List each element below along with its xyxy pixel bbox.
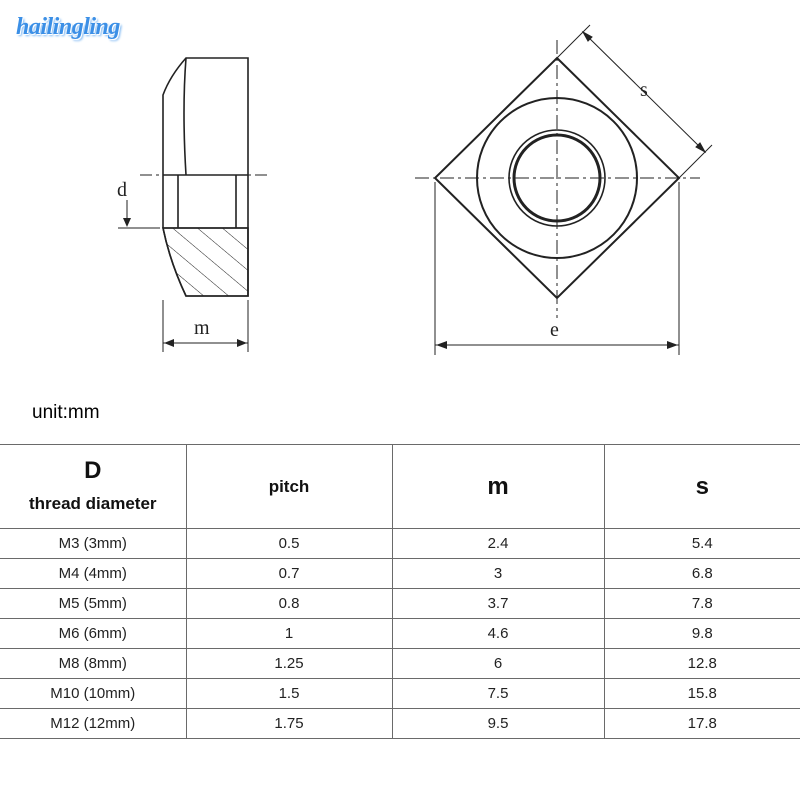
cell-s: 6.8 [604,559,800,589]
table-row [0,679,800,709]
cell-d: M8 (8mm) [0,649,186,679]
header-d-subtitle: thread diameter [28,493,157,513]
cell-pitch: 1.5 [186,679,392,709]
cell-pitch: 1.75 [186,709,392,739]
cell-m: 6 [392,649,604,679]
header-pitch: pitch [186,445,392,529]
cell-pitch: 1.25 [186,649,392,679]
cell-s: 17.8 [604,709,800,739]
unit-label: unit:mm [32,402,100,423]
cell-s: 5.4 [604,529,800,559]
label-e: e [550,319,559,341]
header-m: m [392,445,604,529]
cell-s: 7.8 [604,589,800,619]
hatched-section [163,228,248,296]
table-row [0,529,800,559]
table-row [0,709,800,739]
cell-m: 4.6 [392,619,604,649]
cell-d: M3 (3mm) [0,529,186,559]
cell-d: M5 (5mm) [0,589,186,619]
table-row [0,559,800,589]
cell-m: 3 [392,559,604,589]
cell-s: 15.8 [604,679,800,709]
cell-pitch: 0.7 [186,559,392,589]
table-row [0,619,800,649]
cell-d: M6 (6mm) [0,619,186,649]
side-view [118,58,268,352]
table-row [0,649,800,679]
table-header-row [0,445,800,529]
label-s: s [640,79,648,101]
cell-d: M10 (10mm) [0,679,186,709]
cell-m: 3.7 [392,589,604,619]
cell-m: 9.5 [392,709,604,739]
front-view [415,25,712,355]
cell-pitch: 1 [186,619,392,649]
table-row [0,589,800,619]
header-d-letter: D [84,456,102,484]
spec-table [0,444,800,739]
cell-pitch: 0.5 [186,529,392,559]
label-d: d [117,179,127,201]
cell-d: M12 (12mm) [0,709,186,739]
cell-m: 2.4 [392,529,604,559]
label-m: m [194,317,210,339]
cell-s: 12.8 [604,649,800,679]
cell-s: 9.8 [604,619,800,649]
header-s: s [604,445,800,529]
cell-d: M4 (4mm) [0,559,186,589]
cell-pitch: 0.8 [186,589,392,619]
brand-watermark: hailingling [16,14,120,40]
header-thread-diameter [0,445,186,529]
cell-m: 7.5 [392,679,604,709]
chamfer-curve [184,58,186,175]
